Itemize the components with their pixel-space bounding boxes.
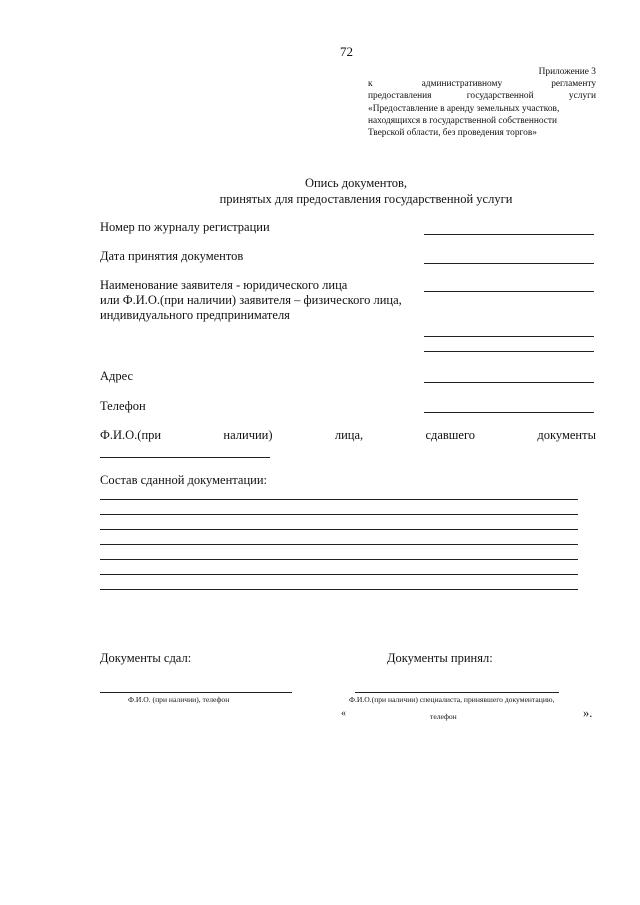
appendix-word: регламенту [551,79,597,90]
fio-line[interactable] [100,457,270,458]
appendix-header [368,66,596,139]
date-accepted-label: Дата принятия документов [100,249,244,263]
handed-over-signature-line[interactable] [100,692,292,693]
appendix-word: государственной [466,91,534,102]
applicant-label-3: индивидуального предпринимателя [100,308,290,322]
handed-over-caption: Ф.И.О. (при наличии), телефон [128,695,230,704]
appendix-line-6: Тверской области, без проведения торгов» [368,128,537,139]
closing-quote-mark: ». [583,706,593,720]
journal-number-label: Номер по журналу регистрации [100,220,270,234]
accepted-label: Документы принял: [387,651,493,665]
applicant-line-3[interactable] [424,351,594,352]
opening-quote-mark: « [341,708,346,719]
date-accepted-line[interactable] [424,263,594,264]
page-number: 72 [340,44,353,59]
appendix-line-5: находящихся в государственной собственности [368,115,558,126]
fio-word: наличии) [223,428,273,442]
composition-line[interactable] [100,514,578,515]
address-label: Адрес [100,369,134,383]
document-title: Опись документов, [304,176,408,190]
applicant-line-2[interactable] [424,336,594,337]
accepted-signature-line[interactable] [355,692,559,693]
appendix-word: предоставления [368,91,432,102]
composition-label: Состав сданной документации: [100,473,267,487]
appendix-line-4: «Предоставление в аренду земельных участков, [368,103,560,114]
handed-over-label: Документы сдал: [100,651,192,665]
fio-word: документы [537,428,596,442]
accepted-caption-1: Ф.И.О.(при наличии) специалиста, принявшего документацию, [349,695,555,704]
fio-label-row [100,428,596,443]
composition-line[interactable] [100,499,578,500]
appendix-line-3 [368,90,596,102]
phone-label: Телефон [100,399,146,413]
composition-line[interactable] [100,559,578,560]
applicant-label-2: или Ф.И.О.(при наличии) заявителя – физического лица, [100,293,402,307]
phone-line[interactable] [424,412,594,413]
fio-word: Ф.И.О.(при [100,428,162,442]
address-line[interactable] [424,382,594,383]
applicant-label-1: Наименование заявителя - юридического лица [100,278,348,292]
document-subtitle: принятых для предоставления государственной услуги [219,192,513,206]
fio-word: лица, [334,428,364,442]
journal-number-line[interactable] [424,234,594,235]
accepted-caption-2: телефон [430,712,457,721]
applicant-line-1[interactable] [424,291,594,292]
appendix-line-2 [368,78,596,90]
appendix-word: услуги [568,91,596,102]
composition-line[interactable] [100,574,578,575]
appendix-title: Приложение 3 [538,67,596,77]
fio-word: сдавшего [425,428,476,442]
appendix-word: к [368,79,373,90]
composition-line[interactable] [100,529,578,530]
appendix-word: административному [421,79,503,90]
composition-line[interactable] [100,544,578,545]
composition-line[interactable] [100,589,578,590]
